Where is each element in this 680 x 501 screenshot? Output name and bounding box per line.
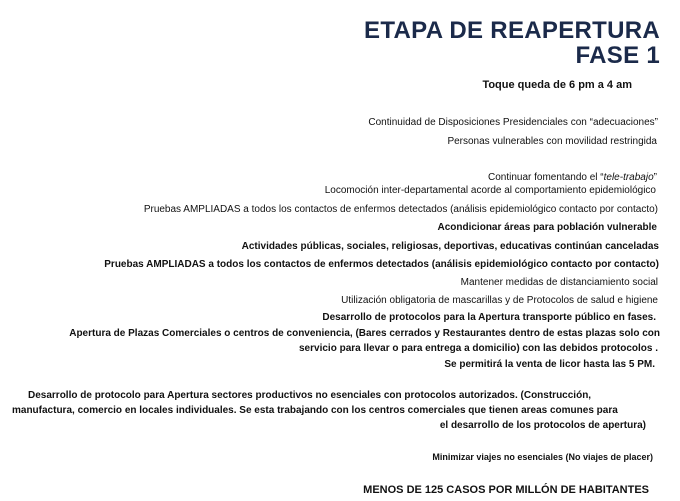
item-masks: Utilización obligatoria de mascarillas y de Protocolos de salud e higiene	[341, 295, 658, 306]
item-sectors-line-2: manufactura, comercio en locales individuales. Se esta trabajando con los centros comerciales que tienen areas comunes para	[12, 405, 618, 416]
item-vulnerable: Personas vulnerables con movilidad restringida	[447, 136, 657, 147]
curfew-text: Toque queda de 6 pm a 4 am	[482, 79, 632, 91]
title-line-2: FASE 1	[575, 42, 660, 69]
item-minimize-travel: Minimizar viajes no esenciales (No viajes de placer)	[432, 452, 653, 462]
item-sectors-line-1: Desarrollo de protocolo para Apertura sectores productivos no esenciales con protocolos autorizados. (Construcción,	[28, 390, 592, 401]
threshold-text: MENOS DE 125 CASOS POR MILLÓN DE HABITANTES	[363, 484, 649, 496]
item-continuity: Continuidad de Disposiciones Presidenciales con “adecuaciones”	[368, 117, 658, 128]
title-line-1: ETAPA DE REAPERTURA	[364, 17, 660, 44]
telework-prefix: Continuar fomentando el “	[488, 172, 604, 183]
item-plazas-line-2: servicio para llevar o para entrega a domicilio) con las debidos protocolos .	[299, 343, 658, 354]
item-telework	[488, 172, 657, 184]
item-distancing: Mantener medidas de distanciamiento social	[460, 277, 658, 288]
item-transport: Desarrollo de protocolos para la Apertura transporte público en fases.	[322, 312, 656, 323]
item-tests-plain: Pruebas AMPLIADAS a todos los contactos de enfermos detectados (análisis epidemiológico contacto por contacto)	[143, 204, 658, 215]
item-condition-areas: Acondicionar áreas para población vulnerable	[437, 222, 657, 233]
item-sectors-line-3: el desarrollo de los protocolos de apertura)	[439, 420, 646, 431]
item-tests-bold: Pruebas AMPLIADAS a todos los contactos de enfermos detectados (análisis epidemiológico contacto por contacto)	[104, 259, 659, 270]
item-liquor: Se permitirá la venta de licor hasta las 5 PM.	[444, 359, 655, 370]
item-locomotion: Locomoción inter-departamental acorde al comportamiento epidemiológico	[324, 185, 656, 196]
telework-emphasis: tele-trabajo	[603, 172, 654, 183]
telework-suffix: ”	[653, 172, 657, 183]
item-plazas-line-1: Apertura de Plazas Comerciales o centros de conveniencia, (Bares cerrados y Restaurantes dentro de estas plazas solo con	[69, 328, 660, 339]
item-activities: Actividades públicas, sociales, religiosas, deportivas, educativas continúan canceladas	[241, 241, 659, 252]
